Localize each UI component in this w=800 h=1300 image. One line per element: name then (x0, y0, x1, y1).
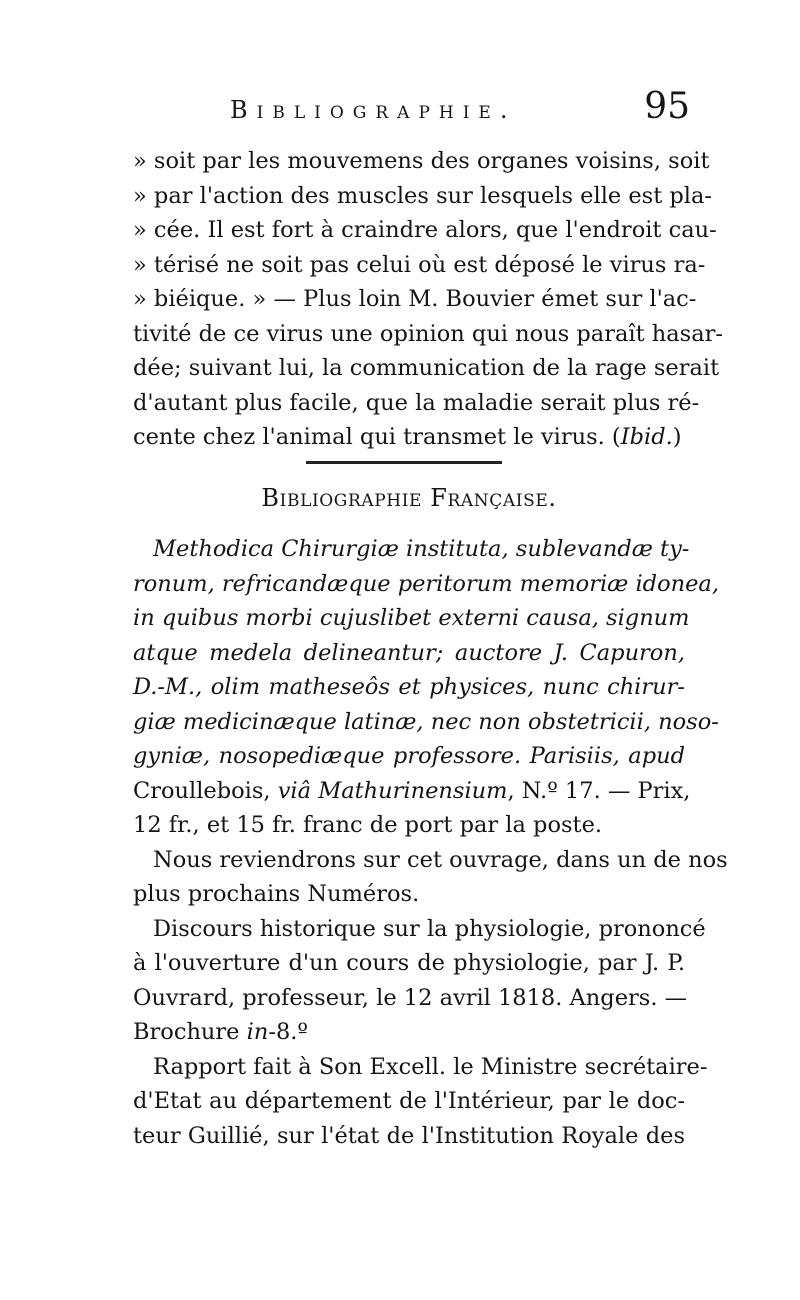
text-line: in quibus morbi cujuslibet externi causa, signum (133, 605, 690, 631)
text-line: tivité de ce virus une opinion qui nous paraît hasar- (133, 320, 723, 347)
text-line: à l'ouverture d'un cours de physiologie, par J. P. (133, 950, 685, 976)
text-line: giæ medicinæque latinæ, nec non obstetricii, noso- (133, 708, 719, 735)
section-title: Bibliographie Française. (261, 484, 557, 512)
text-line: teur Guillié, sur l'état de l'Institution Royale des (133, 1122, 685, 1149)
text-line: Methodica Chirurgiæ instituta, sublevandæ ty- (153, 536, 690, 562)
text-line: d'autant plus facile, que la maladie serait plus ré- (133, 389, 700, 416)
text-line: » térisé ne soit pas celui où est déposé le virus ra- (133, 251, 706, 278)
text-run-italic: viâ Mathurinensium (277, 777, 508, 804)
text-line: atque medela delineantur; auctore J. Capuron, (133, 639, 685, 666)
bibliography-entries (133, 532, 728, 1153)
text-line: » cée. Il est fort à craindre alors, que l'endroit cau- (133, 217, 717, 243)
text-line: D.-M., olim matheseôs et physices, nunc chirur- (133, 674, 685, 700)
text-line: » biéique. » — Plus loin M. Bouvier émet sur l'ac- (133, 286, 697, 312)
text-line (133, 420, 685, 455)
text-line: 12 fr., et 15 fr. franc de port par la poste. (133, 812, 603, 838)
quoted-paragraph (133, 144, 723, 455)
section-divider (306, 461, 502, 464)
citation-ibid: Ibid. (620, 424, 673, 450)
text-line: Ouvrard, professeur, le 12 avril 1818. Angers. — (133, 984, 688, 1011)
text-line (133, 774, 691, 809)
text-line: » par l'action des muscles sur lesquels elle est pla- (133, 182, 713, 209)
entry-capuron (133, 532, 719, 774)
text-line: plus prochains Numéros. (133, 881, 420, 907)
text-line: gyniæ, nosopediæque professore. Parisiis, apud (133, 743, 685, 769)
page-number: 95 (644, 86, 690, 127)
text-line: dée; suivant lui, la communication de la rage serait (133, 355, 720, 381)
text-line (133, 1015, 685, 1050)
text-line: ronum, refricandæque peritorum memoriæ idonea, (133, 570, 719, 597)
text-run: Croullebois, (133, 777, 278, 804)
text-run: cente chez l'animal qui transmet le virus. ( (133, 424, 621, 450)
text-line: Rapport fait à Son Excell. le Ministre secrétaire- (153, 1053, 708, 1080)
text-run: , N.º 17. — Prix, (507, 777, 691, 804)
page-header (130, 86, 690, 132)
text-line: Nous reviendrons sur cet ouvrage, dans un de nos (153, 846, 728, 873)
text-line: » soit par les mouvemens des organes voisins, soit (133, 148, 710, 174)
text-line: d'Etat au département de l'Intérieur, par le doc- (133, 1088, 685, 1114)
text-run-italic: in (246, 1019, 269, 1045)
running-head: Bibliographie. (230, 96, 517, 124)
text-line: Discours historique sur la physiologie, prononcé (153, 915, 706, 942)
text-run: ) (672, 424, 682, 450)
text-run: Brochure (133, 1019, 247, 1045)
text-run: -8.º (268, 1019, 308, 1045)
